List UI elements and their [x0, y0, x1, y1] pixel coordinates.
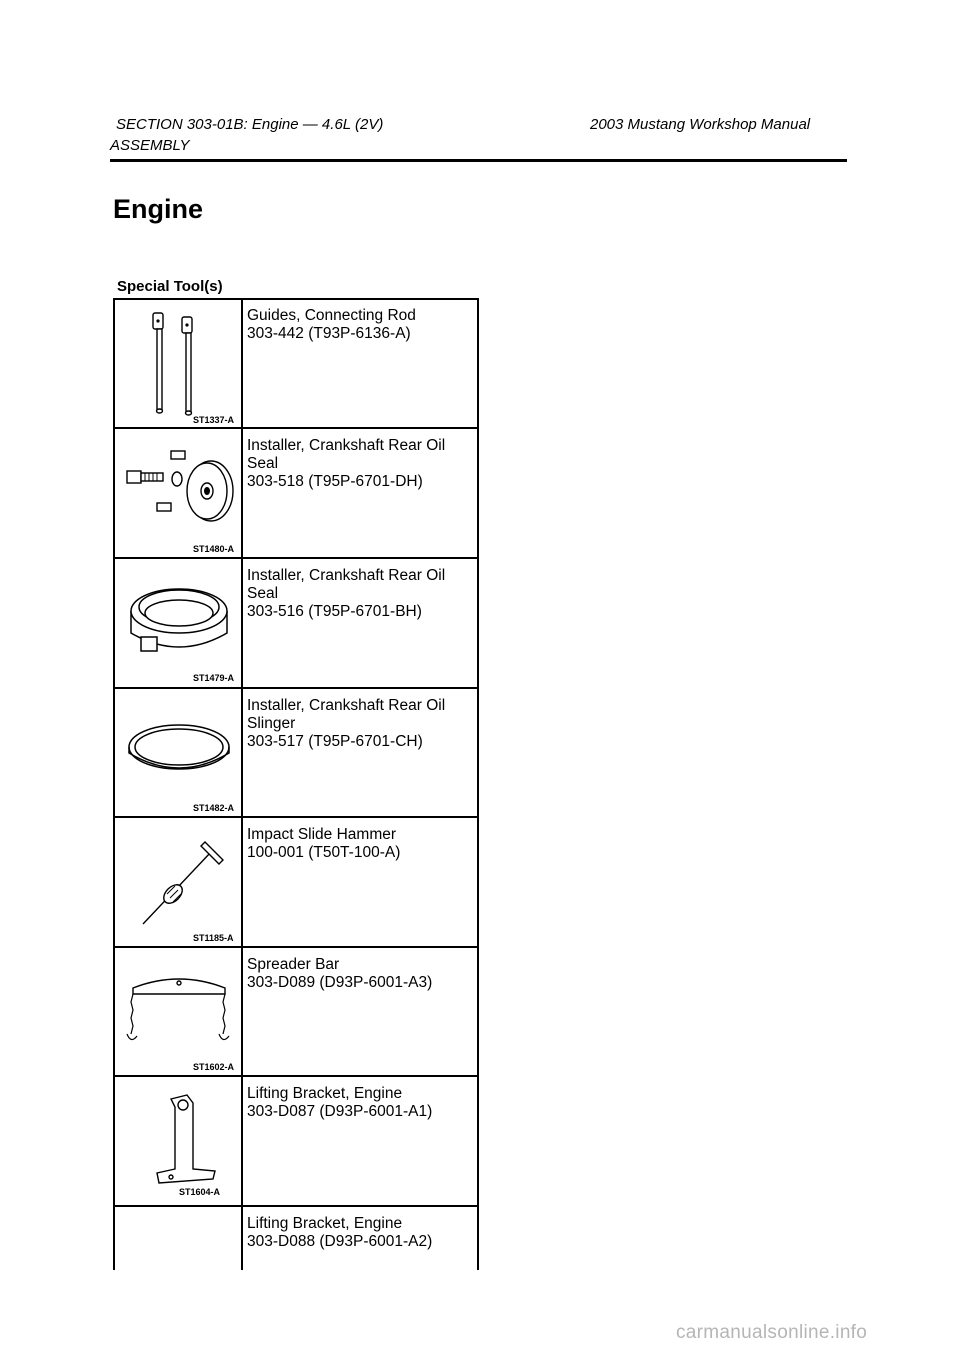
tool-number-line: 303-D087 (D93P-6001-A1): [247, 1103, 433, 1120]
tool-description: [247, 567, 473, 621]
tool-name-line: Guides, Connecting Rod: [247, 307, 416, 324]
oil-seal-installer-ring-illustration: [115, 561, 241, 685]
watermark: carmanualsonline.info: [676, 1322, 868, 1343]
tool-name-line: Spreader Bar: [247, 956, 340, 973]
tool-code: ST1337-A: [193, 415, 235, 425]
tool-row: [113, 1207, 479, 1269]
tool-description: [247, 956, 473, 992]
lifting-bracket-illustration: [115, 1079, 241, 1203]
tool-row: [113, 689, 479, 817]
section-subtitle: ASSEMBLY: [110, 137, 190, 154]
connecting-rod-guides-illustration: [115, 301, 241, 425]
slide-hammer-illustration: [115, 820, 241, 944]
tool-number-line: 303-516 (T95P-6701-BH): [247, 603, 422, 620]
tool-name-line: Installer, Crankshaft Rear Oil: [247, 437, 446, 454]
tool-code: ST1482-A: [193, 803, 235, 813]
tool-name-line: Lifting Bracket, Engine: [247, 1085, 403, 1102]
tool-row: [113, 818, 479, 946]
tool-number-line: 100-001 (T50T-100-A): [247, 844, 401, 861]
page-title: Engine: [113, 194, 204, 224]
tool-description: [247, 437, 473, 491]
tool-description: [247, 697, 473, 751]
tool-row: [113, 559, 479, 687]
tool-name-line: Impact Slide Hammer: [247, 826, 397, 843]
tool-name-line: Seal: [247, 585, 279, 602]
tool-description: [247, 826, 473, 862]
tool-code: ST1479-A: [193, 673, 235, 683]
oil-seal-installer-illustration: [115, 431, 241, 555]
tool-name-line: Installer, Crankshaft Rear Oil: [247, 567, 446, 584]
tool-name-line: Slinger: [247, 715, 296, 732]
tool-row: [113, 948, 479, 1076]
tool-code: ST1604-A: [179, 1187, 221, 1197]
spreader-bar-illustration: [115, 950, 241, 1074]
tool-number-line: 303-517 (T95P-6701-CH): [247, 733, 423, 750]
tool-name-line: Installer, Crankshaft Rear Oil: [247, 697, 446, 714]
special-tools-table: [113, 298, 479, 1270]
tool-description: [247, 1215, 473, 1251]
tool-name-line: Seal: [247, 455, 279, 472]
tool-row: [113, 299, 479, 427]
tool-number-line: 303-518 (T95P-6701-DH): [247, 473, 423, 490]
tool-description: [247, 307, 473, 343]
tool-code: ST1480-A: [193, 544, 235, 554]
section-header: SECTION 303-01B: Engine — 4.6L (2V): [116, 116, 384, 133]
tool-number-line: 303-D088 (D93P-6001-A2): [247, 1233, 433, 1250]
header-rule: [110, 159, 847, 162]
tool-description: [247, 1085, 473, 1121]
tool-row: [113, 429, 479, 557]
oil-slinger-installer-illustration: [115, 691, 241, 815]
tool-number-line: 303-D089 (D93P-6001-A3): [247, 974, 433, 991]
tool-name-line: Lifting Bracket, Engine: [247, 1215, 403, 1232]
tool-code: ST1602-A: [193, 1062, 235, 1072]
tool-number-line: 303-442 (T93P-6136-A): [247, 325, 411, 342]
tool-code: ST1185-A: [193, 933, 234, 943]
tool-row: [113, 1077, 479, 1205]
table-caption: Special Tool(s): [117, 278, 223, 295]
manual-title: 2003 Mustang Workshop Manual: [590, 116, 811, 133]
